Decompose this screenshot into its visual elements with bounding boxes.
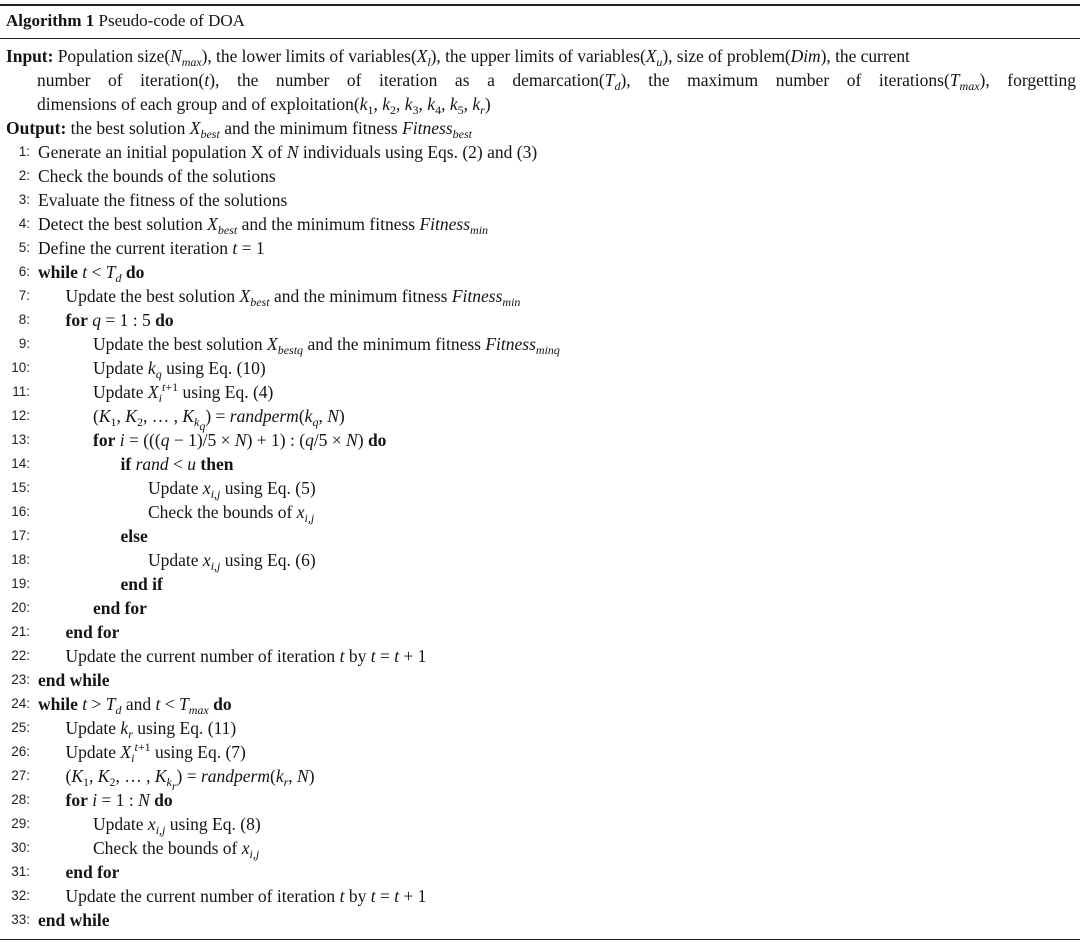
line-code: Update $x_{i,j}$ using Eq. (6): [148, 550, 316, 573]
line-code: end if: [120, 574, 163, 594]
line-code: end while: [38, 670, 110, 690]
line-code: Update the best solution $X_{best}$ and the minimum fitness Fitness$_{min}$: [65, 286, 521, 309]
line-code: Update $X_i^{t+1}$ using Eq. (7): [65, 740, 246, 765]
line-code: for i = (((q − 1)/5 × N) + 1) : (q/5 × N) do: [93, 430, 387, 450]
line-number: 25:: [11, 720, 30, 735]
line-number: 4:: [18, 216, 30, 231]
line-number: 22:: [11, 648, 30, 663]
line-number: 17:: [11, 528, 30, 543]
input-block: [6, 44, 1076, 116]
input-label: Input:: [6, 46, 54, 66]
line-number: 10:: [11, 360, 30, 375]
line-number: 16:: [11, 504, 30, 519]
line-code: Update the current number of iteration t by t = t + 1: [65, 646, 427, 666]
line-number: 12:: [11, 408, 30, 423]
line-code: Update the best solution $X_{bestq}$ and the minimum fitness Fitness$_{minq}$: [93, 334, 560, 357]
input-line-2: number of iteration(t), the number of iteration as a $demarcation(T_d)$, the maximum number of $iterations(T_{max})$, forgetting: [37, 70, 1076, 93]
line-code: end while: [38, 910, 110, 930]
line-code: Update the current number of iteration t by t = t + 1: [65, 886, 427, 906]
line-code: end for: [65, 862, 120, 882]
line-code: if rand < u then: [120, 454, 234, 474]
line-number: 9:: [18, 336, 30, 351]
line-code: Check the bounds of the solutions: [38, 166, 276, 186]
algorithm-label: Algorithm 1: [6, 11, 95, 30]
line-code: end for: [65, 622, 120, 642]
top-rule: [0, 4, 1080, 6]
line-code: Evaluate the fitness of the solutions: [38, 190, 288, 210]
input-line-3: dimensions of each group and of $exploitation(k_1$, $k_2$, $k_3$, $k_4$, $k_5$, $k_r$): [37, 94, 491, 117]
line-code: Define the current iteration t = 1: [38, 238, 265, 258]
line-number: 11:: [12, 384, 30, 399]
line-number: 8:: [18, 312, 30, 327]
line-number: 24:: [11, 696, 30, 711]
line-number: 32:: [11, 888, 30, 903]
output-label: Output:: [6, 118, 67, 138]
line-code: ($K_1$, $K_2$, … , $K_{k_r}$) = $randperm(k_r$, N): [65, 766, 315, 793]
line-number: 13:: [11, 432, 30, 447]
line-number: 7:: [18, 288, 30, 303]
line-code: while $t < T_d$ do: [38, 262, 145, 285]
algorithm-title: Pseudo-code of DOA: [98, 11, 245, 30]
line-number: 23:: [11, 672, 30, 687]
line-number: 28:: [11, 792, 30, 807]
bottom-rule: [0, 939, 1080, 940]
output-line: [6, 116, 472, 140]
line-code: Update $k_r$ using Eq. (11): [65, 718, 237, 741]
line-code: Update $k_q$ using Eq. (10): [93, 358, 266, 381]
line-number: 20:: [11, 600, 30, 615]
line-number: 19:: [11, 576, 30, 591]
line-number: 1:: [18, 144, 30, 159]
line-number: 21:: [11, 624, 30, 639]
line-number: 33:: [11, 912, 30, 927]
line-code: ($K_1$, $K_2$, … , $K_{k_q}$) = $randperm(k_q$, N): [93, 406, 345, 433]
line-number: 14:: [11, 456, 30, 471]
line-number: 31:: [11, 864, 30, 879]
line-number: 30:: [11, 840, 30, 855]
line-number: 15:: [11, 480, 30, 495]
line-code: Update $X_i^{t+1}$ using Eq. (4): [93, 380, 274, 405]
line-code: Check the bounds of $x_{i,j}$: [148, 502, 315, 525]
line-number: 29:: [11, 816, 30, 831]
line-number: 5:: [18, 240, 30, 255]
input-line-1: [6, 44, 1076, 68]
line-number: 18:: [11, 552, 30, 567]
line-number: 27:: [11, 768, 30, 783]
line-number: 6:: [18, 264, 30, 279]
algorithm-caption: [6, 8, 245, 34]
line-code: end for: [93, 598, 147, 618]
line-code: else: [120, 526, 148, 546]
line-code: for i = 1 : N do: [65, 790, 173, 810]
line-code: for q = 1 : 5 do: [65, 310, 174, 330]
line-number: 2:: [18, 168, 30, 183]
line-number: 26:: [11, 744, 30, 759]
line-code: Generate an initial population X of N individuals using Eqs. (2) and (3): [38, 142, 538, 162]
line-code: Update $x_{i,j}$ using Eq. (8): [93, 814, 261, 837]
caption-rule: [0, 38, 1080, 39]
line-code: Detect the best solution $X_{best}$ and the minimum fitness Fitness$_{min}$: [38, 214, 489, 237]
line-code: Check the bounds of $x_{i,j}$: [93, 838, 260, 861]
line-code: while $t > T_d$ and $t < T_{max}$ do: [38, 694, 232, 717]
line-code: Update $x_{i,j}$ using Eq. (5): [148, 478, 316, 501]
line-number: 3:: [18, 192, 30, 207]
input-text-1: Population $size(N_{max})$, the lower limits of $variables(X_l)$, the upper limits of $variables(X_u)$, size of problem(Dim), the current: [57, 46, 910, 69]
output-text: the best solution $X_{best}$ and the minimum fitness Fitness$_{best}$: [70, 118, 472, 141]
